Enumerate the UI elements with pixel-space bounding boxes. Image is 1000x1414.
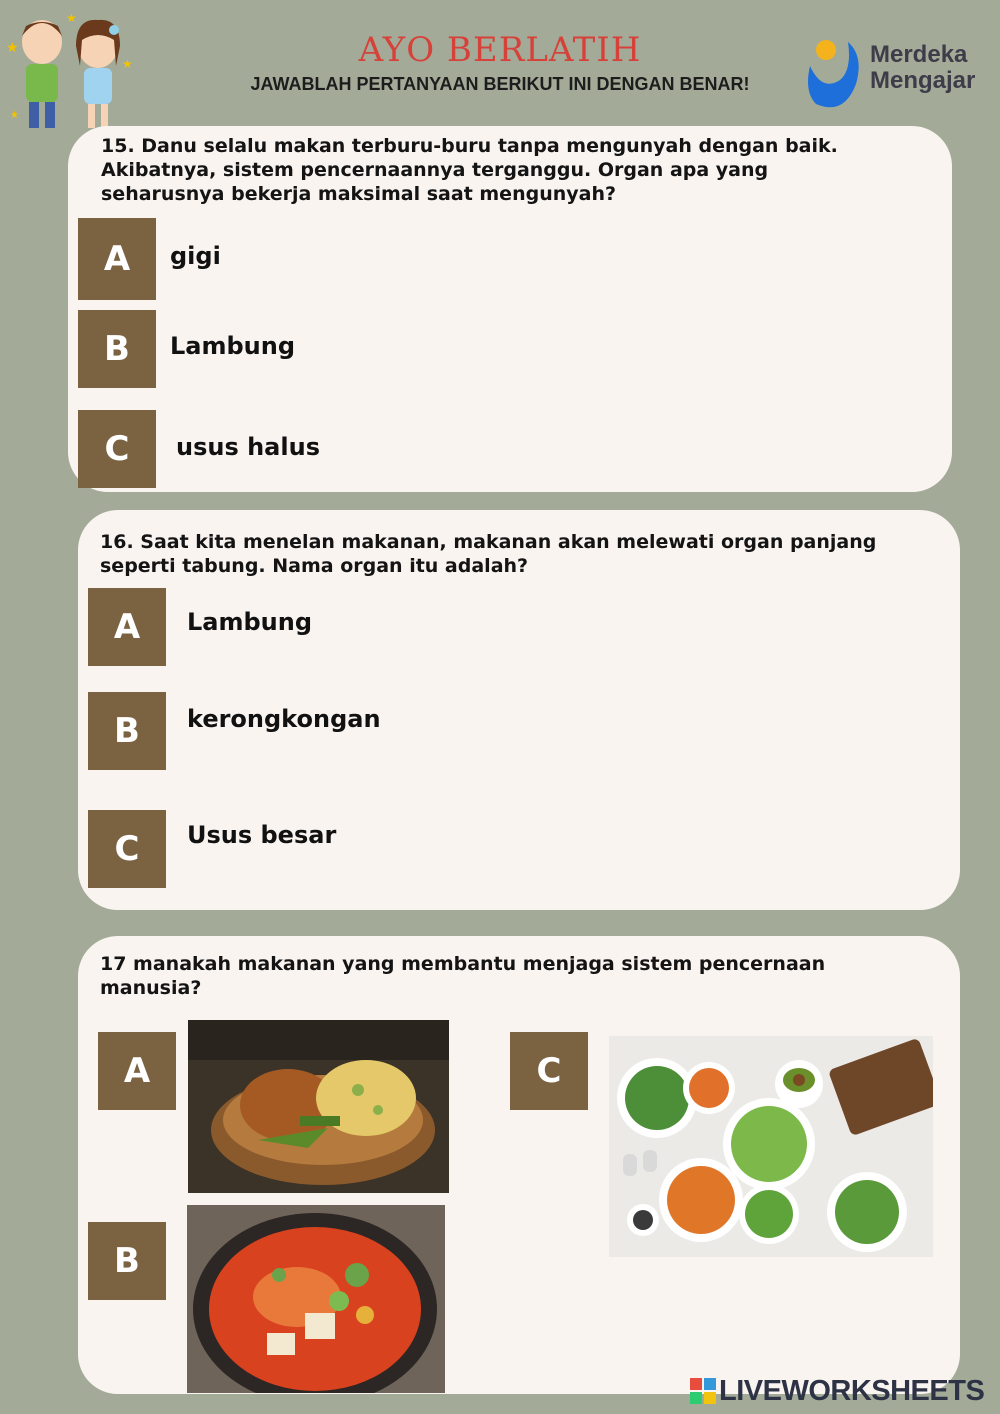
option-label-a[interactable]: gigi <box>170 242 221 270</box>
healthy-vegetables-photo[interactable] <box>609 1036 933 1257</box>
option-badge-a[interactable]: A <box>88 588 166 666</box>
fried-fritters-photo[interactable] <box>188 1020 449 1193</box>
option-badge-b[interactable]: B <box>88 1222 166 1300</box>
spicy-tofu-stew-photo[interactable] <box>187 1205 445 1393</box>
logo-line1: Merdeka <box>870 41 968 68</box>
option-label-b[interactable]: kerongkongan <box>187 705 381 733</box>
option-badge-b[interactable]: B <box>88 692 166 770</box>
question-text: 17 manakah makanan yang membantu menjaga sistem pencernaan manusia? <box>100 953 826 999</box>
liveworksheets-logo-icon <box>690 1378 716 1404</box>
option-badge-c[interactable]: C <box>78 410 156 488</box>
page-subtitle: JAWABLAH PERTANYAAN BERIKUT INI DENGAN BENAR! <box>250 74 750 94</box>
option-badge-c[interactable]: C <box>88 810 166 888</box>
option-label-b[interactable]: Lambung <box>170 332 296 360</box>
question-text: 15. Danu selalu makan terburu-buru tanpa mengunyah dengan baik. Akibatnya, sistem pencernaannya terganggu. Organ apa yang seharusnya bekerja maksimal saat mengunyah? <box>101 135 838 205</box>
question-text: 16. Saat kita menelan makanan, makanan akan melewati organ panjang seperti tabung. Nama organ itu adalah? <box>100 531 877 577</box>
svg-text:★: ★ <box>10 110 19 121</box>
option-badge-c[interactable]: C <box>510 1032 588 1110</box>
option-badge-b[interactable]: B <box>78 310 156 388</box>
option-badge-a[interactable]: A <box>98 1032 176 1110</box>
option-label-c[interactable]: usus halus <box>176 433 320 461</box>
logo-line2: Mengajar <box>870 67 976 94</box>
svg-text:★: ★ <box>6 40 19 56</box>
option-label-a[interactable]: Lambung <box>187 608 313 636</box>
page-title: AYO BERLATIH <box>358 30 642 70</box>
liveworksheets-text: LIVEWORKSHEETS <box>719 1374 985 1407</box>
liveworksheets-brand <box>690 1374 995 1408</box>
svg-text:★: ★ <box>122 57 133 71</box>
option-label-c[interactable]: Usus besar <box>187 821 337 849</box>
option-badge-a[interactable]: A <box>78 218 156 300</box>
merdeka-mengajar-logo <box>806 36 996 116</box>
svg-text:★: ★ <box>66 11 77 25</box>
